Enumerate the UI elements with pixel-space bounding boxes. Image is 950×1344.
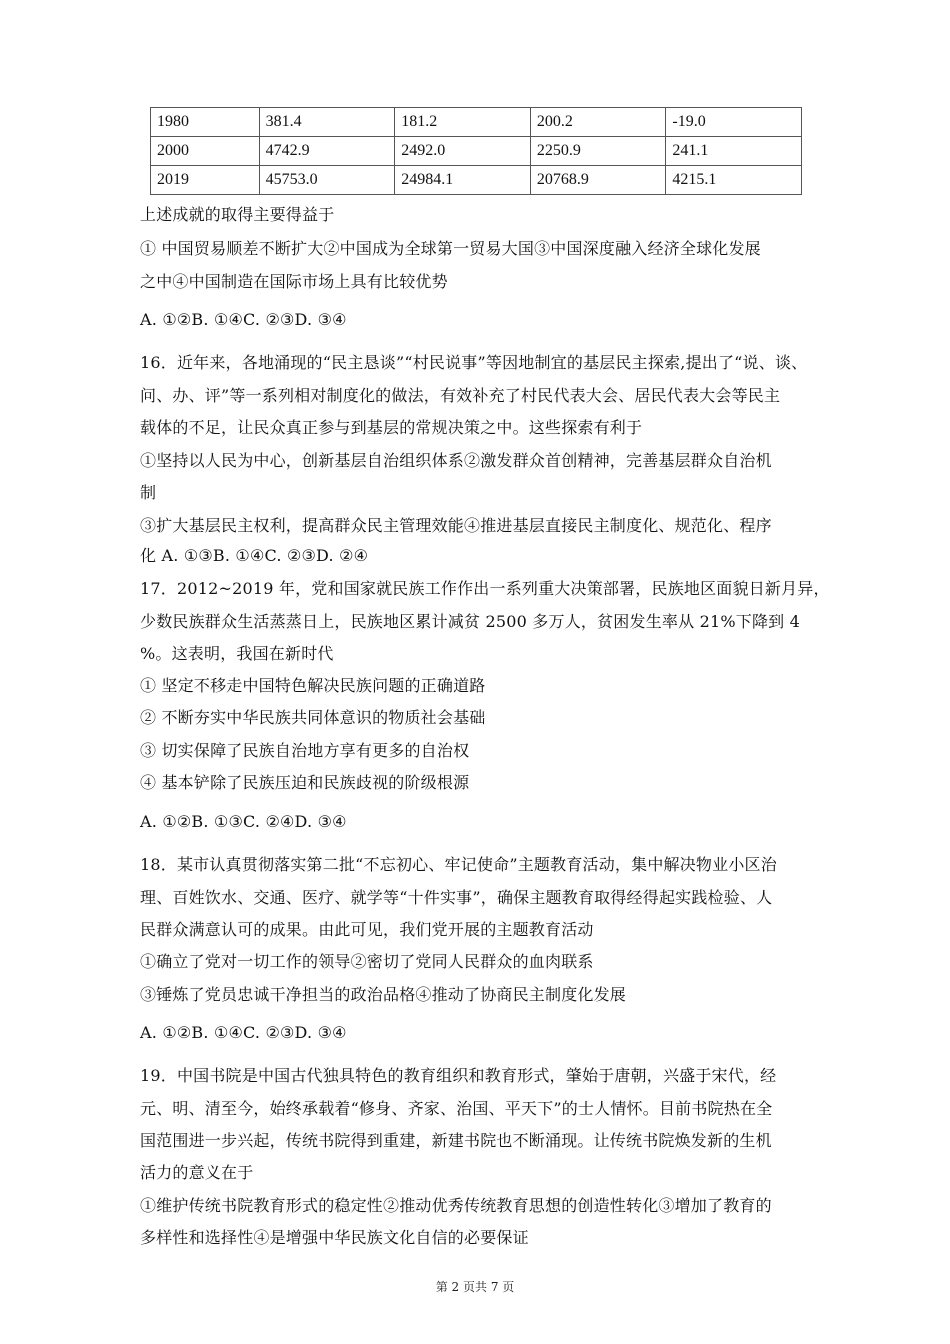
option-statements: ① 中国贸易顺差不断扩大②中国成为全球第一贸易大国③中国深度融入经济全球化发展: [140, 239, 761, 258]
question-17-text: 少数民族群众生活蒸蒸日上，民族地区累计减贫 2500 多万人，贫困发生率从 21%下降到 4: [140, 612, 801, 631]
question-17-text: %。这表明，我国在新时代: [140, 644, 334, 663]
trade-data-table: [150, 107, 802, 195]
option-statements: ①坚持以人民为中心，创新基层自治组织体系②激发群众首创精神，完善基层群众自治机: [140, 451, 772, 470]
option-statements: ①确立了党对一切工作的领导②密切了党同人民群众的血肉联系: [140, 952, 594, 971]
option-statements: 多样性和选择性④是增强中华民族文化自信的必要保证: [140, 1228, 529, 1247]
option-statement: ④ 基本铲除了民族压迫和民族歧视的阶级根源: [140, 773, 470, 792]
option-statements: ③扩大基层民主权利，提高群众民主管理效能④推进基层直接民主制度化、规范化、程序: [140, 516, 772, 535]
question-18-text: 理、百姓饮水、交通、医疗、就学等“十件实事”，确保主题教育取得经得起实践检验、人: [140, 888, 773, 907]
answer-choices: A. ①②B. ①④C. ②③D. ③④: [140, 310, 347, 329]
page-number: 第 2 页共 7 页: [435, 1280, 515, 1294]
question-19-text: 国范围进一步兴起，传统书院得到重建，新建书院也不断涌现。让传统书院焕发新的生机: [140, 1131, 772, 1150]
question-16-text: 问、办、评”等一系列相对制度化的做法，有效补充了村民代表大会、居民代表大会等民主: [140, 386, 781, 405]
question-16-text: 载体的不足，让民众真正参与到基层的常规决策之中。这些探索有利于: [140, 418, 643, 437]
option-statements: 制: [140, 483, 157, 502]
table-cell: 1980: [151, 108, 260, 137]
question-18-text: 民群众满意认可的成果。由此可见，我们党开展的主题教育活动: [140, 920, 594, 939]
option-statements: ③锤炼了党员忠诚干净担当的政治品格④推动了协商民主制度化发展: [140, 985, 627, 1004]
table-row: [151, 108, 802, 137]
table-cell: 45753.0: [259, 166, 395, 195]
table-cell: 200.2: [530, 108, 666, 137]
option-statement: ② 不断夯实中华民族共同体意识的物质社会基础: [140, 708, 486, 727]
option-statement: ① 坚定不移走中国特色解决民族问题的正确道路: [140, 676, 486, 695]
question-16-text: 16．近年来，各地涌现的“民主恳谈”“村民说事”等因地制宜的基层民主探索,提出了“说、谈、: [140, 353, 808, 372]
table-cell: -19.0: [666, 108, 802, 137]
table-cell: 381.4: [259, 108, 395, 137]
question-19-text: 元、明、清至今，始终承载着“修身、齐家、治国、平天下”的士人情怀。目前书院热在全: [140, 1099, 773, 1118]
question-stem: 上述成就的取得主要得益于: [140, 205, 335, 224]
table-cell: 2019: [151, 166, 260, 195]
table-cell: 24984.1: [395, 166, 531, 195]
table-cell: 181.2: [395, 108, 531, 137]
table-row: [151, 166, 802, 195]
question-19-text: 活力的意义在于: [140, 1163, 254, 1182]
table-cell: 2250.9: [530, 137, 666, 166]
question-17-text: 17．2012~2019 年，党和国家就民族工作作出一系列重大决策部署，民族地区面貌日新月异，: [140, 579, 830, 598]
table-cell: 4742.9: [259, 137, 395, 166]
option-statements: 之中④中国制造在国际市场上具有比较优势: [140, 272, 448, 291]
table-cell: 4215.1: [666, 166, 802, 195]
table-row: [151, 137, 802, 166]
table-cell: 2000: [151, 137, 260, 166]
answer-choices: 化 A. ①③B. ①④C. ②③D. ②④: [140, 546, 369, 565]
option-statement: ③ 切实保障了民族自治地方享有更多的自治权: [140, 741, 470, 760]
answer-choices: A. ①②B. ①④C. ②③D. ③④: [140, 1023, 347, 1042]
question-18-text: 18．某市认真贯彻落实第二批“不忘初心、牢记使命”主题教育活动，集中解决物业小区治: [140, 855, 777, 874]
table-cell: 241.1: [666, 137, 802, 166]
option-statements: ①维护传统书院教育形式的稳定性②推动优秀传统教育思想的创造性转化③增加了教育的: [140, 1196, 772, 1215]
table-cell: 20768.9: [530, 166, 666, 195]
question-19-text: 19．中国书院是中国古代独具特色的教育组织和教育形式，肇始于唐朝，兴盛于宋代，经: [140, 1066, 777, 1085]
table-cell: 2492.0: [395, 137, 531, 166]
answer-choices: A. ①②B. ①③C. ②④D. ③④: [140, 812, 347, 831]
